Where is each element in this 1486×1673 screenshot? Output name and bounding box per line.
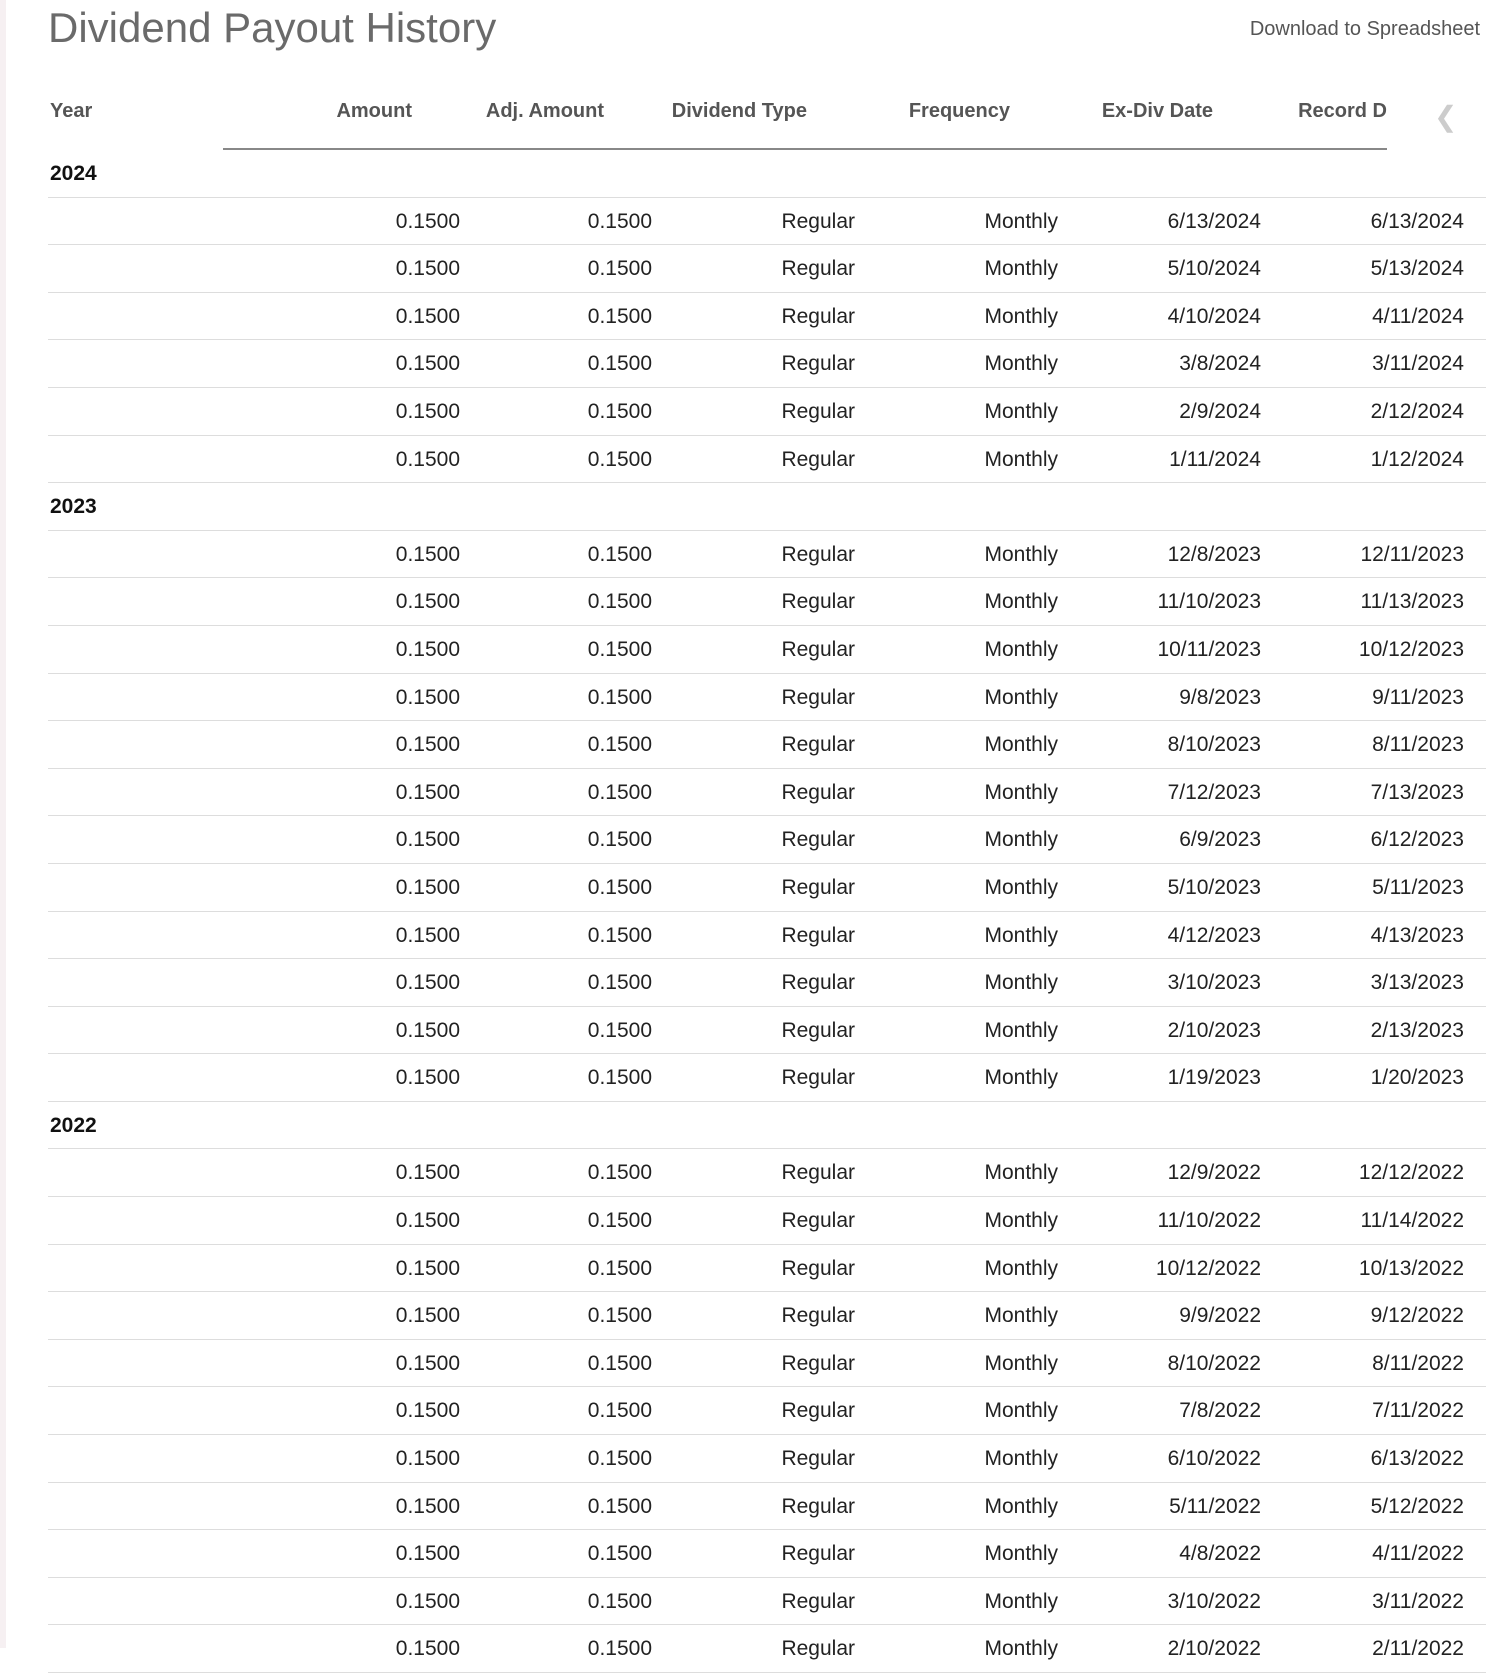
table-row bbox=[48, 436, 1486, 484]
cell-amount: 0.1500 bbox=[395, 1351, 460, 1375]
table-row bbox=[48, 1197, 1486, 1245]
year-row bbox=[48, 483, 1486, 531]
cell-record-date: 5/12/2022 bbox=[1370, 1494, 1464, 1518]
cell-amount: 0.1500 bbox=[395, 637, 460, 661]
cell-dividend-type: Regular bbox=[781, 875, 855, 899]
cell-record-date: 5/13/2024 bbox=[1370, 257, 1464, 281]
cell-frequency: Monthly bbox=[984, 685, 1058, 709]
cell-adj-amount: 0.1500 bbox=[587, 923, 652, 947]
cell-ex-div-date: 6/9/2023 bbox=[1179, 828, 1261, 852]
cell-ex-div-date: 3/10/2022 bbox=[1167, 1589, 1261, 1613]
cell-frequency: Monthly bbox=[984, 257, 1058, 281]
table-row bbox=[48, 293, 1486, 341]
cell-record-date: 1/20/2023 bbox=[1370, 1066, 1464, 1090]
cell-adj-amount: 0.1500 bbox=[587, 1018, 652, 1042]
cell-amount: 0.1500 bbox=[395, 1161, 460, 1185]
cell-ex-div-date: 2/10/2023 bbox=[1167, 1018, 1261, 1042]
cell-ex-div-date: 4/12/2023 bbox=[1167, 923, 1261, 947]
cell-frequency: Monthly bbox=[984, 1542, 1058, 1566]
table-row bbox=[48, 245, 1486, 293]
year-label: 2022 bbox=[50, 1113, 97, 1137]
cell-amount: 0.1500 bbox=[395, 1637, 460, 1661]
table-row bbox=[48, 388, 1486, 436]
cell-ex-div-date: 8/10/2022 bbox=[1167, 1351, 1261, 1375]
table-row bbox=[48, 674, 1486, 722]
cell-dividend-type: Regular bbox=[781, 828, 855, 852]
cell-record-date: 3/11/2024 bbox=[1372, 352, 1464, 376]
cell-dividend-type: Regular bbox=[781, 1542, 855, 1566]
cell-dividend-type: Regular bbox=[781, 1351, 855, 1375]
table-row bbox=[48, 1340, 1486, 1388]
cell-amount: 0.1500 bbox=[395, 257, 460, 281]
cell-record-date: 12/11/2023 bbox=[1360, 542, 1464, 566]
cell-adj-amount: 0.1500 bbox=[587, 542, 652, 566]
table-row bbox=[48, 1435, 1486, 1483]
cell-ex-div-date: 11/10/2022 bbox=[1157, 1209, 1261, 1233]
cell-frequency: Monthly bbox=[984, 1304, 1058, 1328]
table-row bbox=[48, 531, 1486, 579]
cell-amount: 0.1500 bbox=[395, 923, 460, 947]
table-row bbox=[48, 769, 1486, 817]
year-label: 2023 bbox=[50, 495, 97, 519]
cell-frequency: Monthly bbox=[984, 1209, 1058, 1233]
cell-frequency: Monthly bbox=[984, 637, 1058, 661]
cell-adj-amount: 0.1500 bbox=[587, 590, 652, 614]
cell-dividend-type: Regular bbox=[781, 1018, 855, 1042]
table-row bbox=[48, 578, 1486, 626]
cell-frequency: Monthly bbox=[984, 1256, 1058, 1280]
cell-frequency: Monthly bbox=[984, 971, 1058, 995]
cell-amount: 0.1500 bbox=[395, 209, 460, 233]
cell-ex-div-date: 10/12/2022 bbox=[1155, 1256, 1261, 1280]
col-dividend-type[interactable]: Dividend Type bbox=[671, 100, 807, 122]
cell-ex-div-date: 2/10/2022 bbox=[1167, 1637, 1261, 1661]
cell-dividend-type: Regular bbox=[781, 923, 855, 947]
cell-dividend-type: Regular bbox=[781, 1637, 855, 1661]
cell-frequency: Monthly bbox=[984, 399, 1058, 423]
col-frequency[interactable]: Frequency bbox=[908, 100, 1010, 122]
cell-ex-div-date: 3/10/2023 bbox=[1167, 971, 1261, 995]
cell-ex-div-date: 5/11/2022 bbox=[1169, 1494, 1261, 1518]
cell-frequency: Monthly bbox=[984, 1637, 1058, 1661]
cell-dividend-type: Regular bbox=[781, 733, 855, 757]
cell-record-date: 1/12/2024 bbox=[1370, 447, 1464, 471]
cell-adj-amount: 0.1500 bbox=[587, 257, 652, 281]
table-row bbox=[48, 816, 1486, 864]
cell-record-date: 11/13/2023 bbox=[1360, 590, 1464, 614]
cell-dividend-type: Regular bbox=[781, 257, 855, 281]
cell-record-date: 2/13/2023 bbox=[1370, 1018, 1464, 1042]
cell-frequency: Monthly bbox=[984, 447, 1058, 471]
col-year[interactable]: Year bbox=[50, 100, 93, 122]
col-amount[interactable]: Amount bbox=[336, 100, 412, 122]
cell-record-date: 7/11/2022 bbox=[1372, 1399, 1464, 1423]
cell-record-date: 10/12/2023 bbox=[1358, 637, 1464, 661]
cell-dividend-type: Regular bbox=[781, 590, 855, 614]
cell-dividend-type: Regular bbox=[781, 1209, 855, 1233]
table-row bbox=[48, 959, 1486, 1007]
cell-dividend-type: Regular bbox=[781, 1494, 855, 1518]
table-row bbox=[48, 1149, 1486, 1197]
cell-ex-div-date: 11/10/2023 bbox=[1157, 590, 1261, 614]
cell-ex-div-date: 5/10/2024 bbox=[1167, 257, 1261, 281]
table-row bbox=[48, 1625, 1486, 1673]
cell-adj-amount: 0.1500 bbox=[587, 1637, 652, 1661]
cell-adj-amount: 0.1500 bbox=[587, 637, 652, 661]
table-row bbox=[48, 1054, 1486, 1102]
cell-adj-amount: 0.1500 bbox=[587, 1209, 652, 1233]
table-row bbox=[48, 626, 1486, 674]
cell-ex-div-date: 9/9/2022 bbox=[1179, 1304, 1261, 1328]
table-row bbox=[48, 198, 1486, 246]
cell-ex-div-date: 4/10/2024 bbox=[1167, 304, 1261, 328]
chevron-left-icon[interactable]: ❮ bbox=[1434, 101, 1458, 132]
cell-adj-amount: 0.1500 bbox=[587, 1447, 652, 1471]
cell-record-date: 6/12/2023 bbox=[1370, 828, 1464, 852]
cell-record-date: 8/11/2023 bbox=[1372, 733, 1464, 757]
cell-frequency: Monthly bbox=[984, 1494, 1058, 1518]
cell-dividend-type: Regular bbox=[781, 399, 855, 423]
table-row bbox=[48, 1483, 1486, 1531]
cell-frequency: Monthly bbox=[984, 304, 1058, 328]
cell-adj-amount: 0.1500 bbox=[587, 352, 652, 376]
cell-adj-amount: 0.1500 bbox=[587, 828, 652, 852]
cell-amount: 0.1500 bbox=[395, 875, 460, 899]
cell-dividend-type: Regular bbox=[781, 1399, 855, 1423]
cell-dividend-type: Regular bbox=[781, 780, 855, 804]
cell-frequency: Monthly bbox=[984, 590, 1058, 614]
cell-ex-div-date: 4/8/2022 bbox=[1179, 1542, 1261, 1566]
cell-ex-div-date: 6/13/2024 bbox=[1167, 209, 1261, 233]
cell-record-date: 10/13/2022 bbox=[1358, 1256, 1464, 1280]
cell-amount: 0.1500 bbox=[395, 733, 460, 757]
cell-record-date: 4/11/2024 bbox=[1372, 304, 1464, 328]
cell-frequency: Monthly bbox=[984, 1447, 1058, 1471]
cell-record-date: 11/14/2022 bbox=[1360, 1209, 1464, 1233]
cell-ex-div-date: 8/10/2023 bbox=[1167, 733, 1261, 757]
cell-record-date: 9/12/2022 bbox=[1370, 1304, 1464, 1328]
table-row bbox=[48, 1007, 1486, 1055]
table-row bbox=[48, 1578, 1486, 1626]
cell-record-date: 8/11/2022 bbox=[1372, 1351, 1464, 1375]
cell-amount: 0.1500 bbox=[395, 971, 460, 995]
dividend-table bbox=[0, 150, 1486, 1673]
cell-adj-amount: 0.1500 bbox=[587, 304, 652, 328]
table-row bbox=[48, 340, 1486, 388]
cell-amount: 0.1500 bbox=[395, 828, 460, 852]
cell-dividend-type: Regular bbox=[781, 637, 855, 661]
cell-record-date: 2/11/2022 bbox=[1372, 1637, 1464, 1661]
cell-frequency: Monthly bbox=[984, 352, 1058, 376]
cell-record-date: 6/13/2022 bbox=[1370, 1447, 1464, 1471]
cell-frequency: Monthly bbox=[984, 1399, 1058, 1423]
cell-ex-div-date: 6/10/2022 bbox=[1167, 1447, 1261, 1471]
cell-amount: 0.1500 bbox=[395, 780, 460, 804]
table-row bbox=[48, 721, 1486, 769]
cell-amount: 0.1500 bbox=[395, 1542, 460, 1566]
cell-amount: 0.1500 bbox=[395, 1066, 460, 1090]
cell-record-date: 12/12/2022 bbox=[1358, 1161, 1464, 1185]
cell-frequency: Monthly bbox=[984, 209, 1058, 233]
cell-dividend-type: Regular bbox=[781, 685, 855, 709]
cell-adj-amount: 0.1500 bbox=[587, 875, 652, 899]
cell-amount: 0.1500 bbox=[395, 590, 460, 614]
cell-adj-amount: 0.1500 bbox=[587, 1494, 652, 1518]
page-title: Dividend Payout History bbox=[48, 4, 497, 51]
cell-ex-div-date: 10/11/2023 bbox=[1157, 637, 1261, 661]
cell-record-date: 5/11/2023 bbox=[1372, 875, 1464, 899]
cell-amount: 0.1500 bbox=[395, 1018, 460, 1042]
cell-dividend-type: Regular bbox=[781, 209, 855, 233]
cell-ex-div-date: 7/8/2022 bbox=[1179, 1399, 1261, 1423]
cell-amount: 0.1500 bbox=[395, 447, 460, 471]
cell-ex-div-date: 12/9/2022 bbox=[1167, 1161, 1261, 1185]
cell-adj-amount: 0.1500 bbox=[587, 733, 652, 757]
cell-record-date: 3/11/2022 bbox=[1372, 1589, 1464, 1613]
cell-adj-amount: 0.1500 bbox=[587, 399, 652, 423]
col-record-date[interactable]: Record D bbox=[1298, 100, 1387, 122]
cell-amount: 0.1500 bbox=[395, 1447, 460, 1471]
cell-dividend-type: Regular bbox=[781, 542, 855, 566]
cell-dividend-type: Regular bbox=[781, 447, 855, 471]
cell-record-date: 4/13/2023 bbox=[1370, 923, 1464, 947]
download-spreadsheet-link[interactable]: Download to Spreadsheet bbox=[1249, 18, 1480, 40]
cell-ex-div-date: 12/8/2023 bbox=[1167, 542, 1261, 566]
table-header bbox=[0, 100, 1486, 136]
cell-amount: 0.1500 bbox=[395, 304, 460, 328]
cell-frequency: Monthly bbox=[984, 875, 1058, 899]
cell-amount: 0.1500 bbox=[395, 1209, 460, 1233]
cell-dividend-type: Regular bbox=[781, 971, 855, 995]
col-adj-amount[interactable]: Adj. Amount bbox=[485, 100, 604, 122]
cell-amount: 0.1500 bbox=[395, 1256, 460, 1280]
cell-record-date: 3/13/2023 bbox=[1370, 971, 1464, 995]
cell-adj-amount: 0.1500 bbox=[587, 447, 652, 471]
cell-ex-div-date: 7/12/2023 bbox=[1167, 780, 1261, 804]
cell-ex-div-date: 2/9/2024 bbox=[1179, 399, 1261, 423]
cell-adj-amount: 0.1500 bbox=[587, 1066, 652, 1090]
cell-dividend-type: Regular bbox=[781, 1304, 855, 1328]
cell-frequency: Monthly bbox=[984, 1161, 1058, 1185]
cell-frequency: Monthly bbox=[984, 1589, 1058, 1613]
year-label: 2024 bbox=[50, 162, 97, 185]
cell-adj-amount: 0.1500 bbox=[587, 1351, 652, 1375]
cell-record-date: 4/11/2022 bbox=[1372, 1542, 1464, 1566]
cell-ex-div-date: 5/10/2023 bbox=[1167, 875, 1261, 899]
cell-dividend-type: Regular bbox=[781, 1256, 855, 1280]
cell-amount: 0.1500 bbox=[395, 1494, 460, 1518]
cell-record-date: 2/12/2024 bbox=[1370, 399, 1464, 423]
cell-record-date: 6/13/2024 bbox=[1370, 209, 1464, 233]
cell-adj-amount: 0.1500 bbox=[587, 1589, 652, 1613]
cell-dividend-type: Regular bbox=[781, 1447, 855, 1471]
table-row bbox=[48, 1530, 1486, 1578]
year-row bbox=[48, 150, 1486, 198]
cell-amount: 0.1500 bbox=[395, 542, 460, 566]
cell-ex-div-date: 9/8/2023 bbox=[1179, 685, 1261, 709]
cell-amount: 0.1500 bbox=[395, 1589, 460, 1613]
cell-adj-amount: 0.1500 bbox=[587, 1161, 652, 1185]
cell-frequency: Monthly bbox=[984, 1018, 1058, 1042]
cell-amount: 0.1500 bbox=[395, 399, 460, 423]
cell-dividend-type: Regular bbox=[781, 1066, 855, 1090]
table-row bbox=[48, 1292, 1486, 1340]
cell-adj-amount: 0.1500 bbox=[587, 685, 652, 709]
cell-frequency: Monthly bbox=[984, 1066, 1058, 1090]
cell-frequency: Monthly bbox=[984, 733, 1058, 757]
table-row bbox=[48, 864, 1486, 912]
cell-adj-amount: 0.1500 bbox=[587, 971, 652, 995]
cell-adj-amount: 0.1500 bbox=[587, 1304, 652, 1328]
cell-dividend-type: Regular bbox=[781, 1161, 855, 1185]
cell-amount: 0.1500 bbox=[395, 685, 460, 709]
cell-ex-div-date: 1/11/2024 bbox=[1169, 447, 1261, 471]
cell-adj-amount: 0.1500 bbox=[587, 1256, 652, 1280]
cell-frequency: Monthly bbox=[984, 923, 1058, 947]
table-row bbox=[48, 1387, 1486, 1435]
cell-adj-amount: 0.1500 bbox=[587, 780, 652, 804]
cell-dividend-type: Regular bbox=[781, 304, 855, 328]
cell-record-date: 7/13/2023 bbox=[1370, 780, 1464, 804]
cell-adj-amount: 0.1500 bbox=[587, 209, 652, 233]
cell-amount: 0.1500 bbox=[395, 352, 460, 376]
cell-amount: 0.1500 bbox=[395, 1304, 460, 1328]
cell-record-date: 9/11/2023 bbox=[1372, 685, 1464, 709]
cell-ex-div-date: 1/19/2023 bbox=[1167, 1066, 1261, 1090]
table-row bbox=[48, 1245, 1486, 1293]
cell-amount: 0.1500 bbox=[395, 1399, 460, 1423]
col-ex-div-date[interactable]: Ex-Div Date bbox=[1101, 100, 1213, 122]
cell-dividend-type: Regular bbox=[781, 1589, 855, 1613]
cell-ex-div-date: 3/8/2024 bbox=[1179, 352, 1261, 376]
year-row bbox=[48, 1102, 1486, 1150]
cell-adj-amount: 0.1500 bbox=[587, 1542, 652, 1566]
cell-frequency: Monthly bbox=[984, 828, 1058, 852]
cell-frequency: Monthly bbox=[984, 542, 1058, 566]
cell-frequency: Monthly bbox=[984, 1351, 1058, 1375]
table-row bbox=[48, 912, 1486, 960]
cell-dividend-type: Regular bbox=[781, 352, 855, 376]
cell-frequency: Monthly bbox=[984, 780, 1058, 804]
cell-adj-amount: 0.1500 bbox=[587, 1399, 652, 1423]
